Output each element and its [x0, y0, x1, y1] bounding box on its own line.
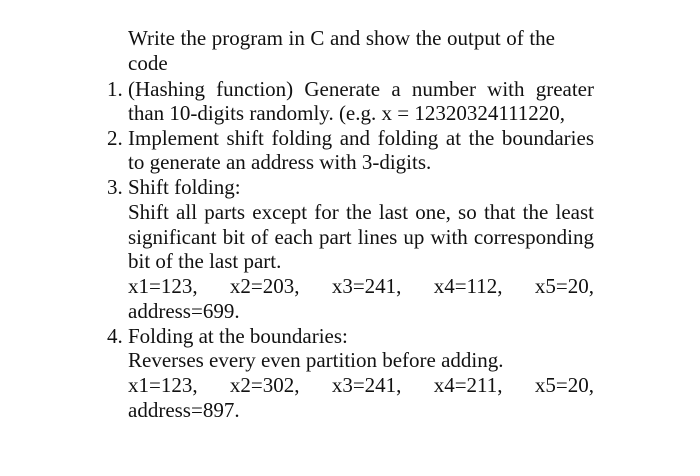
item-3-line-1: Shift all parts except for the last one, so that the least: [128, 200, 594, 224]
item-4-line-1: Reverses every even partition before adding.: [128, 348, 504, 372]
item-1-line-2: than 10-digits randomly. (e.g. x = 12320324111220,: [128, 101, 566, 125]
item-3-part-x4: x4=112,: [433, 274, 503, 298]
item-1-number: 1.: [107, 77, 123, 101]
item-3-heading: Shift folding:: [128, 175, 241, 199]
item-2-number: 2.: [107, 126, 123, 150]
item-3-part-x3: x3=241,: [331, 274, 402, 298]
item-1-line-1: (Hashing function) Generate a number with greater: [128, 77, 594, 101]
item-3-part-x2: x2=203,: [229, 274, 300, 298]
item-4-part-x1: x1=123,: [128, 373, 198, 397]
item-4-part-x3: x3=241,: [331, 373, 402, 397]
item-3-line-3: bit of the last part.: [128, 249, 282, 273]
item-2-line-2: to generate an address with 3-digits.: [128, 150, 432, 174]
item-4-address: address=897.: [128, 398, 240, 422]
item-3-part-x1: x1=123,: [128, 274, 198, 298]
item-3-parts-row: [128, 274, 594, 299]
item-4-parts-row: [128, 373, 594, 398]
intro-line-2: code: [128, 51, 168, 75]
item-4-number: 4.: [107, 324, 123, 348]
item-3-part-x5: x5=20,: [534, 274, 594, 298]
item-4-part-x4: x4=211,: [433, 373, 503, 397]
item-3-number: 3.: [107, 175, 123, 199]
item-3-line-2: significant bit of each part lines up with corresponding: [128, 225, 594, 249]
item-4-part-x5: x5=20,: [534, 373, 594, 397]
item-4-part-x2: x2=302,: [229, 373, 300, 397]
item-4-heading: Folding at the boundaries:: [128, 324, 348, 348]
intro-line-1: Write the program in C and show the output of the: [128, 26, 555, 50]
item-3-address: address=699.: [128, 299, 240, 323]
item-2-line-1: Implement shift folding and folding at the boundaries: [128, 126, 594, 150]
